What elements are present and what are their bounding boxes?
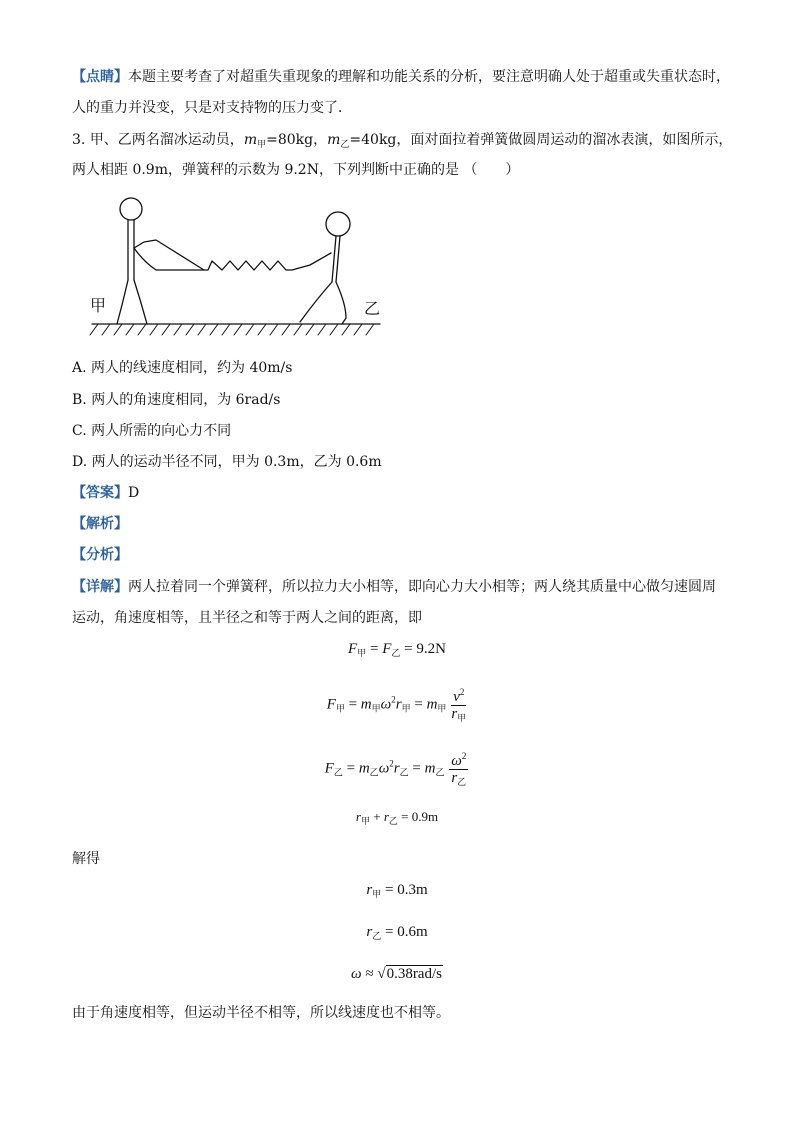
eq6-value: 0.6m: [397, 924, 428, 940]
equation-6: $r_乙 = 0.6m$: [366, 924, 428, 941]
option-b: B. 两人的角速度相同，为 6rad/s: [72, 392, 281, 408]
intro-line-2: [72, 98, 352, 118]
question-number: 3.: [72, 132, 86, 148]
intro-line-1: [72, 67, 730, 87]
answer-value: D: [128, 485, 140, 501]
left-skater-arm: [134, 248, 204, 270]
question-text-2: 两人相距 0.9m，弹簧秤的示数为 9.2N，下列判断中正确的是 （ ）: [72, 162, 520, 178]
solve-label: 解得: [72, 851, 100, 867]
intro-text-2: 人的重力并没变，只是对支持物的压力变了．: [72, 100, 352, 116]
connecting-spring: [134, 240, 331, 270]
right-skater-head: [326, 212, 350, 236]
ground-hatch: [90, 324, 374, 335]
eq5-value: 0.3m: [397, 882, 428, 898]
eq7-value: 0.38rad/s: [386, 966, 442, 982]
fenxi-tag: 【分析】: [72, 547, 128, 563]
mass-a-value: =80kg，: [266, 132, 328, 148]
detail-line-2: [72, 608, 422, 628]
right-skater-body: [332, 236, 340, 282]
mass-b-sub: 乙: [340, 140, 350, 150]
option-a: A. 两人的线速度相同，约为 40m/s: [72, 360, 293, 376]
equation-2: $F_甲 = m_甲\omega^2r_甲 = m_甲$ $\frac{v^2}{r_甲}$: [0, 684, 794, 726]
option-d: D. 两人的运动半径不同，甲为 0.3m，乙为 0.6m: [72, 454, 382, 470]
mass-a-symbol: m: [243, 132, 258, 148]
skaters-figure: [84, 190, 384, 340]
analysis-line: [72, 514, 128, 534]
eq1-value: 9.2N: [416, 641, 446, 657]
sqrt-sign: √: [377, 966, 386, 982]
question-part1: 甲、乙两名溜冰运动员，: [89, 132, 244, 148]
option-c: C. 两人所需的向心力不同: [72, 423, 232, 439]
figure-label-yi: 乙: [364, 299, 381, 318]
answer-line: [72, 483, 139, 503]
dianjing-tag: 【点睛】: [72, 69, 128, 85]
equation-3: $F_乙 = m_乙\omega^2r_乙 = m_乙$ $\frac{\omega^2}{r_乙}$: [0, 748, 794, 790]
detail-tag: 【详解】: [72, 579, 128, 595]
answer-tag: 【答案】: [72, 485, 128, 501]
fenxi-line: [72, 545, 128, 565]
analysis-tag: 【解析】: [72, 516, 128, 532]
intro-text-1: 本题主要考查了对超重失重现象的理解和功能关系的分析，要注意明确人处于超重或失重状态时，: [128, 69, 730, 85]
conclusion-line: 由于角速度相等，但运动半径不相等，所以线速度也不相等。: [72, 1005, 450, 1021]
equation-1: $F_甲 = F_乙 = 9.2N$: [348, 641, 446, 658]
detail-text-2: 运动，角速度相等，且半径之和等于两人之间的距离，即: [72, 610, 422, 626]
equation-7: ω ≈ √0.38rad/s: [351, 966, 442, 982]
left-skater-body: [128, 220, 134, 280]
detail-line-1: [72, 577, 716, 597]
eq3-fraction: $\frac{\omega^2}{r_乙}$: [449, 748, 468, 790]
question-line-2: [72, 160, 519, 180]
detail-text-1: 两人拉着同一个弹簧秤，所以拉力大小相等，即向心力大小相等；两人绕其质量中心做匀速圆周: [128, 579, 716, 595]
equation-5: $r_甲 = 0.3m$: [366, 882, 428, 899]
left-skater-head: [120, 198, 142, 220]
equation-4: $r_甲 + r_乙 = 0.9m$: [355, 809, 439, 826]
mass-b-symbol: m: [327, 132, 341, 148]
mass-a-sub: 甲: [257, 140, 267, 150]
right-skater-legs: [300, 282, 346, 324]
eq2-fraction: $\frac{v^2}{r_甲}$: [451, 684, 466, 726]
eq4-value: 0.9m: [411, 809, 439, 824]
mass-b-value: =40kg，面对面拉着弹簧做圆周运动的溜冰表演，如图所示，: [349, 132, 733, 148]
left-skater-legs: [117, 280, 147, 324]
question-line-1: [72, 130, 732, 155]
figure-label-jia: 甲: [90, 296, 107, 315]
